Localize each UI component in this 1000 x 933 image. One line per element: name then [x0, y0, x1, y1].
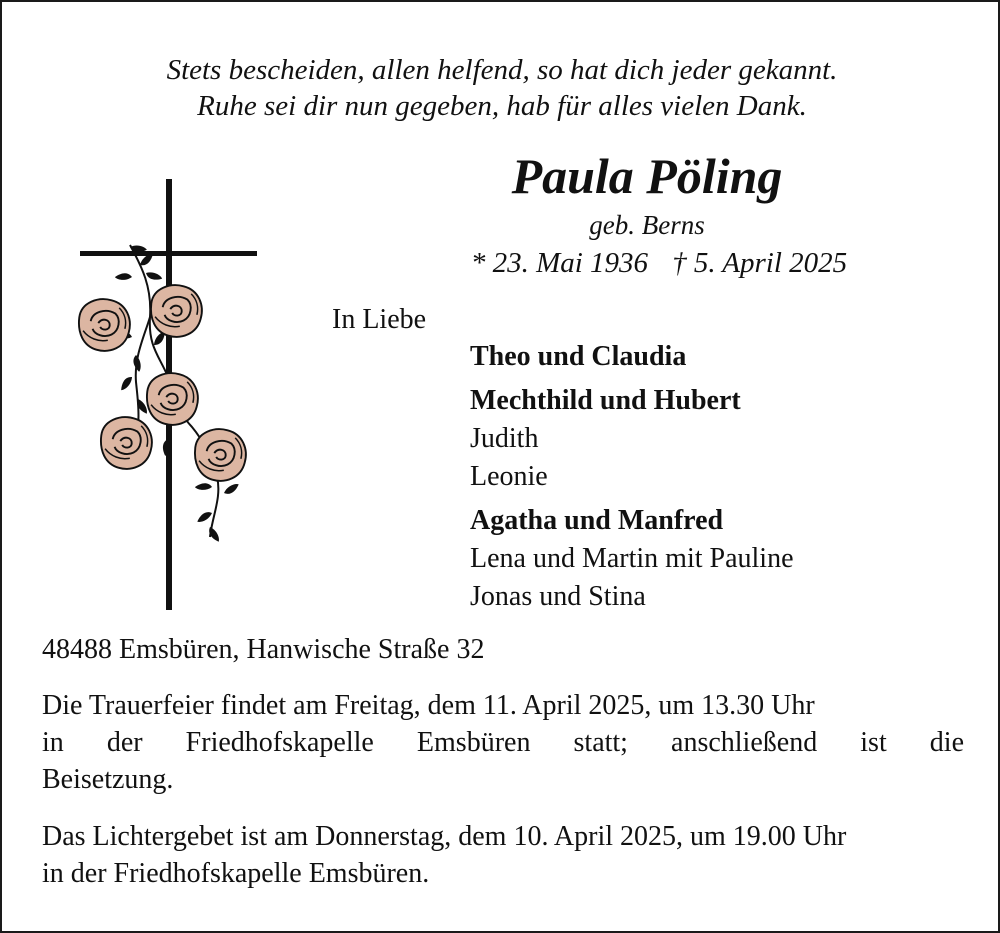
mourner-line: Lena und Martin mit Pauline — [470, 543, 794, 574]
funeral-service-text — [42, 687, 964, 798]
deceased-name: Paula Pöling — [511, 148, 783, 204]
death-date: † 5. April 2025 — [672, 247, 848, 279]
address: 48488 Emsbüren, Hanwische Straße 32 — [42, 634, 485, 665]
mourner-line: Judith — [470, 423, 539, 454]
life-dates — [392, 245, 926, 281]
mourners-intro: In Liebe — [332, 304, 427, 335]
birth-name: geb. Berns — [589, 210, 705, 240]
motto-line-2: Ruhe sei dir nun gegeben, hab für alles vielen Dank. — [197, 90, 807, 122]
mourners-list — [470, 338, 794, 616]
mourner-line: Theo und Claudia — [470, 341, 687, 372]
motto-line-1: Stets bescheiden, allen helfend, so hat dich jeder gekannt. — [166, 54, 838, 86]
prayer-line-2: in der Friedhofskapelle Emsbüren. — [42, 858, 430, 889]
mourner-line: Leonie — [470, 461, 548, 492]
mourner-line: Jonas und Stina — [470, 581, 646, 612]
mourner-line: Mechthild und Hubert — [470, 385, 741, 416]
service-line-3: Beisetzung. — [42, 764, 174, 795]
mourner-line: Agatha und Manfred — [470, 505, 724, 536]
birth-date: * 23. Mai 1936 — [470, 247, 649, 279]
prayer-line-1: Das Lichtergebet ist am Donnerstag, dem 10. April 2025, um 19.00 Uhr — [42, 821, 847, 852]
prayer-text — [42, 818, 964, 892]
service-line-1: Die Trauerfeier findet am Freitag, dem 11. April 2025, um 13.30 Uhr — [42, 690, 815, 721]
service-line-2: in der Friedhofskapelle Emsbüren statt; anschließend ist die — [42, 727, 964, 758]
cross-with-roses-icon — [72, 177, 262, 612]
